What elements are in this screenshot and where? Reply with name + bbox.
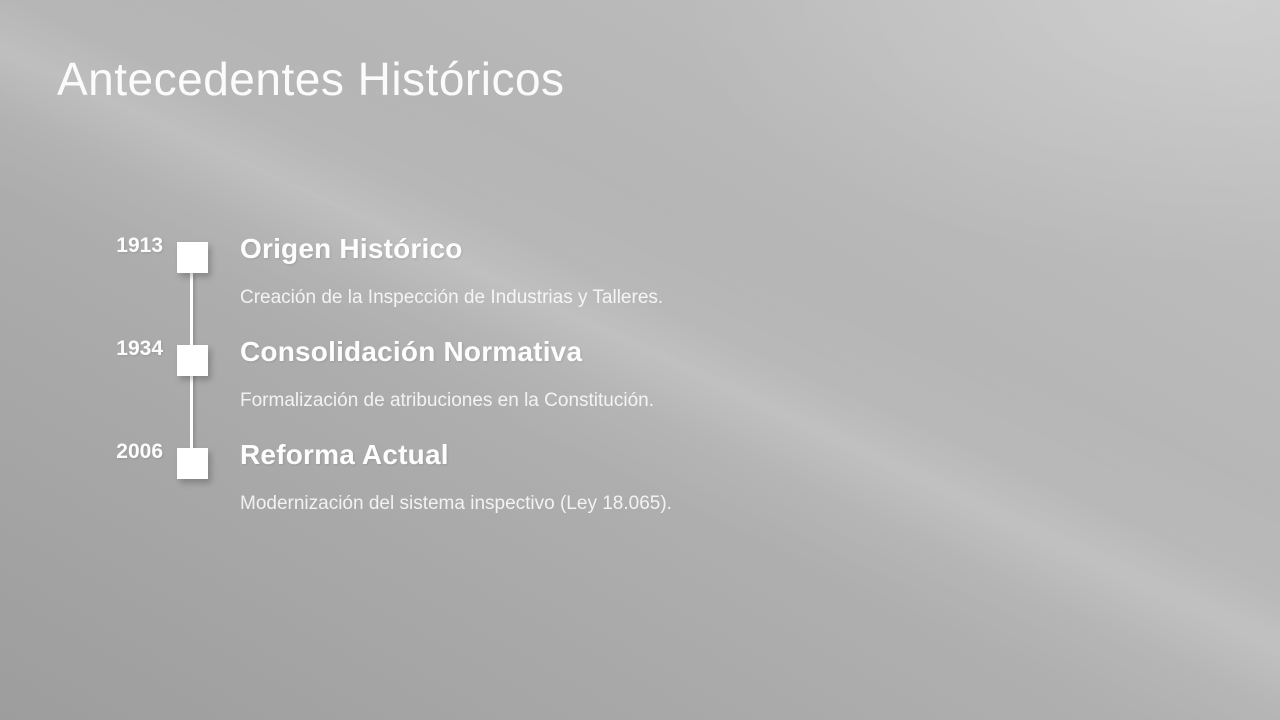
timeline-marker-square <box>177 242 208 273</box>
timeline-year-label: 2006 <box>116 440 163 463</box>
timeline-entry-description: Creación de la Inspección de Industrias y Talleres. <box>240 287 664 308</box>
timeline-year-label: 1913 <box>116 234 163 257</box>
timeline-entry-description: Modernización del sistema inspectivo (Ley 18.065). <box>240 493 672 514</box>
timeline-entry-title: Origen Histórico <box>240 233 463 264</box>
timeline-marker-square <box>177 448 208 479</box>
page-title: Antecedentes Históricos <box>57 53 565 105</box>
timeline-entry-title: Consolidación Normativa <box>240 336 583 367</box>
timeline-entry-1934 <box>0 338 1280 441</box>
timeline-entry-description: Formalización de atribuciones en la Constitución. <box>240 390 654 411</box>
timeline-entry-1913 <box>0 235 1280 338</box>
timeline-entry-2006 <box>0 441 1280 544</box>
timeline-year-label: 1934 <box>116 337 163 360</box>
timeline-marker-square <box>177 345 208 376</box>
timeline-entry-title: Reforma Actual <box>240 439 449 470</box>
